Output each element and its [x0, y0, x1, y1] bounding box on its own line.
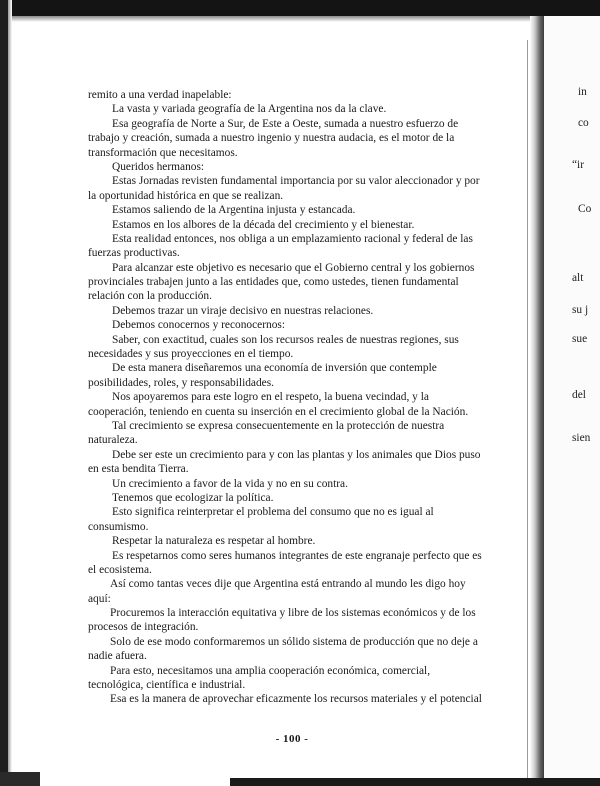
text-line: necesidades y sus proyecciones en el tiempo. — [88, 348, 294, 361]
text-line: Debemos trazar un viraje decisivo en nuestras relaciones. — [112, 304, 374, 317]
text-line: tecnológica, científica e industrial. — [88, 679, 246, 692]
text-line: Tal crecimiento se expresa consecuentemente en la protección de nuestra — [112, 419, 445, 432]
facing-page-fragment: sue — [572, 333, 588, 345]
text-line: en esta bendita Tierra. — [88, 463, 189, 476]
text-line: la oportunidad histórica en que se realizan. — [88, 189, 284, 202]
text-line: Estamos en los albores de la década del crecimiento y el bienestar. — [112, 218, 415, 231]
text-line: remito a una verdad inapelable: — [88, 89, 232, 101]
text-line: La vasta y variada geografía de la Argentina nos da la clave. — [112, 103, 387, 116]
text-line: Debemos conocernos y reconocernos: — [112, 319, 286, 332]
text-line: transformación que necesitamos. — [88, 146, 238, 159]
text-line: Estamos saliendo de la Argentina injusta y estancada. — [112, 204, 356, 217]
text-line: De esta manera diseñaremos una economía de inversión que contemple — [112, 362, 437, 375]
page-body-text — [88, 88, 500, 707]
text-line: Nos apoyaremos para este logro en el respeto, la buena vecindad, y la — [112, 391, 429, 404]
facing-page-fragment: “ir — [572, 159, 585, 171]
gutter-line — [527, 40, 528, 780]
scan-shadow-top — [0, 16, 600, 22]
text-line: naturaleza. — [88, 434, 138, 447]
text-line: Queridos hermanos: — [112, 160, 205, 173]
facing-page-fragment: sien — [572, 432, 591, 444]
facing-page-fragment: alt — [572, 272, 584, 284]
page-number-label: - 100 - — [275, 733, 309, 745]
scan-corner-bottom-left — [0, 772, 40, 786]
text-line: relación con la producción. — [88, 290, 212, 303]
text-line: Para esto, necesitamos una amplia cooperación económica, comercial, — [110, 664, 431, 677]
text-line: consumismo. — [88, 520, 149, 533]
text-line: trabajo y creación, sumada a nuestro ingenio y nuestra audacia, es el motor de la — [88, 132, 455, 145]
text-line: Respetar la naturaleza es respetar al hombre. — [112, 535, 316, 548]
text-line: Esa geografía de Norte a Sur, de Este a Oeste, sumada a nuestro esfuerzo de — [112, 117, 459, 130]
text-line: el ecosistema. — [88, 563, 152, 576]
text-line: Para alcanzar este objetivo es necesario que el Gobierno central y los gobiernos — [112, 261, 475, 274]
text-line: Esta realidad entonces, nos obliga a un emplazamiento racional y federal de las — [112, 232, 473, 245]
scan-border-left — [0, 0, 8, 786]
facing-page-fragment: su j — [572, 304, 589, 316]
facing-page-fragment: del — [572, 389, 586, 401]
facing-page-fragment: Co — [578, 203, 592, 215]
text-line: Saber, con exactitud, cuales son los recursos reales de nuestras regiones, sus — [112, 333, 459, 346]
text-line: cooperación, teniendo en cuenta su inserción en el crecimiento global de la Nación. — [88, 405, 469, 418]
text-line: aquí: — [88, 592, 111, 605]
book-spine-shadow — [530, 16, 544, 786]
facing-page-fragment: co — [578, 117, 589, 129]
facing-page — [544, 16, 600, 786]
text-line: Estas Jornadas revisten fundamental importancia por su valor aleccionador y por — [112, 175, 480, 188]
text-line: Solo de ese modo conformaremos un sólido sistema de producción que no deje a — [110, 635, 478, 648]
scan-shadow-left — [8, 0, 12, 786]
text-line: Así como tantas veces dije que Argentina está entrando al mundo les digo hoy — [110, 578, 466, 591]
text-line: Procuremos la interacción equitativa y libre de los sistemas económicos y de los — [110, 607, 476, 620]
text-line: fuerzas productivas. — [88, 247, 180, 260]
text-line: provinciales trabajen junto a las entidades que, como ustedes, tienen fundamental — [88, 276, 459, 289]
scan-border-bottom — [230, 778, 600, 786]
text-line: Debe ser este un crecimiento para y con las plantas y los animales que Dios puso — [112, 448, 481, 461]
text-line: Un crecimiento a favor de la vida y no en su contra. — [112, 477, 348, 490]
text-line: nadie afuera. — [88, 650, 147, 663]
text-line: procesos de integración. — [88, 621, 199, 634]
text-line: Esto significa reinterpretar el problema del consumo que no es igual al — [112, 506, 434, 519]
text-line: Esa es la manera de aprovechar eficazmente los recursos materiales y el potencial — [110, 693, 482, 706]
text-line: Es respetarnos como seres humanos integrantes de este engranaje perfecto que es — [112, 549, 482, 562]
text-line: Tenemos que ecologizar la política. — [112, 491, 274, 504]
text-line: posibilidades, roles, y responsabilidades. — [88, 376, 275, 389]
scan-border-top — [0, 0, 600, 16]
page-number — [0, 733, 600, 745]
facing-page-fragment: in — [578, 86, 587, 98]
